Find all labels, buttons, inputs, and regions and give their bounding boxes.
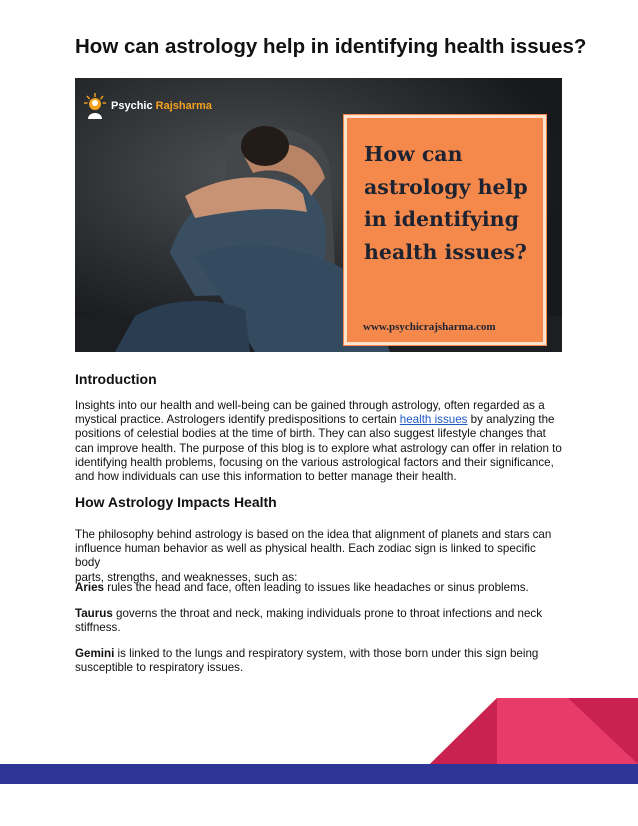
- text-line: can improve health. The purpose of this blog is to explore what astrology can offer in relation to: [75, 441, 562, 455]
- text-line: Insights into our health and well-being can be gained through astrology, often regarded as a: [75, 399, 545, 412]
- text-segment: rules the head and face, often leading to issues like headaches or sinus problems.: [104, 581, 529, 594]
- sign-name: Aries: [75, 581, 105, 594]
- text-line: influence human behavior as well as physical health. Each zodiac sign is linked to specific body: [75, 542, 536, 570]
- section-heading-astrology-impacts-health: How Astrology Impacts Health: [75, 494, 277, 510]
- logo-word-psychic: Psychic: [111, 100, 153, 112]
- text-segment: governs the throat and neck, making individuals prone to throat infections and neck: [112, 607, 543, 620]
- text-segment: mystical practice. Astrologers identify predispositions to certain: [75, 413, 400, 427]
- section-heading-introduction: Introduction: [75, 371, 157, 387]
- text-segment: by analyzing the: [467, 413, 555, 427]
- text-segment: is linked to the lungs and respiratory system, with those born under this sign being: [114, 647, 539, 660]
- health-issues-link[interactable]: health issues: [399, 413, 468, 427]
- text-line: susceptible to respiratory issues.: [75, 661, 244, 675]
- hero-heading-line: in identifying: [364, 207, 519, 231]
- hero-heading-line: astrology help: [364, 174, 528, 199]
- logo-word-rajsharma: Rajsharma: [155, 100, 212, 112]
- decor-crimson-shape: [430, 698, 497, 764]
- hero-heading-line: health issues?: [364, 239, 527, 264]
- text-line: positions of celestial bodies at the time of birth. They can also suggest lifestyle changes that: [75, 427, 546, 441]
- text-line: parts, strengths, and weaknesses, such as:: [75, 570, 298, 584]
- sign-name: Taurus: [75, 607, 113, 620]
- footer-bar: [0, 764, 638, 784]
- text-line: The philosophy behind astrology is based on the idea that alignment of planets and stars can: [75, 528, 552, 541]
- page-title: How can astrology help in identifying health issues?: [75, 35, 587, 58]
- text-line: stiffness.: [75, 621, 121, 635]
- text-line: and how individuals can use this information to better manage their health.: [75, 470, 457, 484]
- hero-heading-line: How can: [364, 142, 463, 166]
- text-line: identifying health problems, focusing on the various astrological factors and their significance,: [75, 455, 554, 469]
- hero-website-url: www.psychicrajsharma.com: [363, 321, 496, 333]
- sign-name: Gemini: [75, 647, 115, 660]
